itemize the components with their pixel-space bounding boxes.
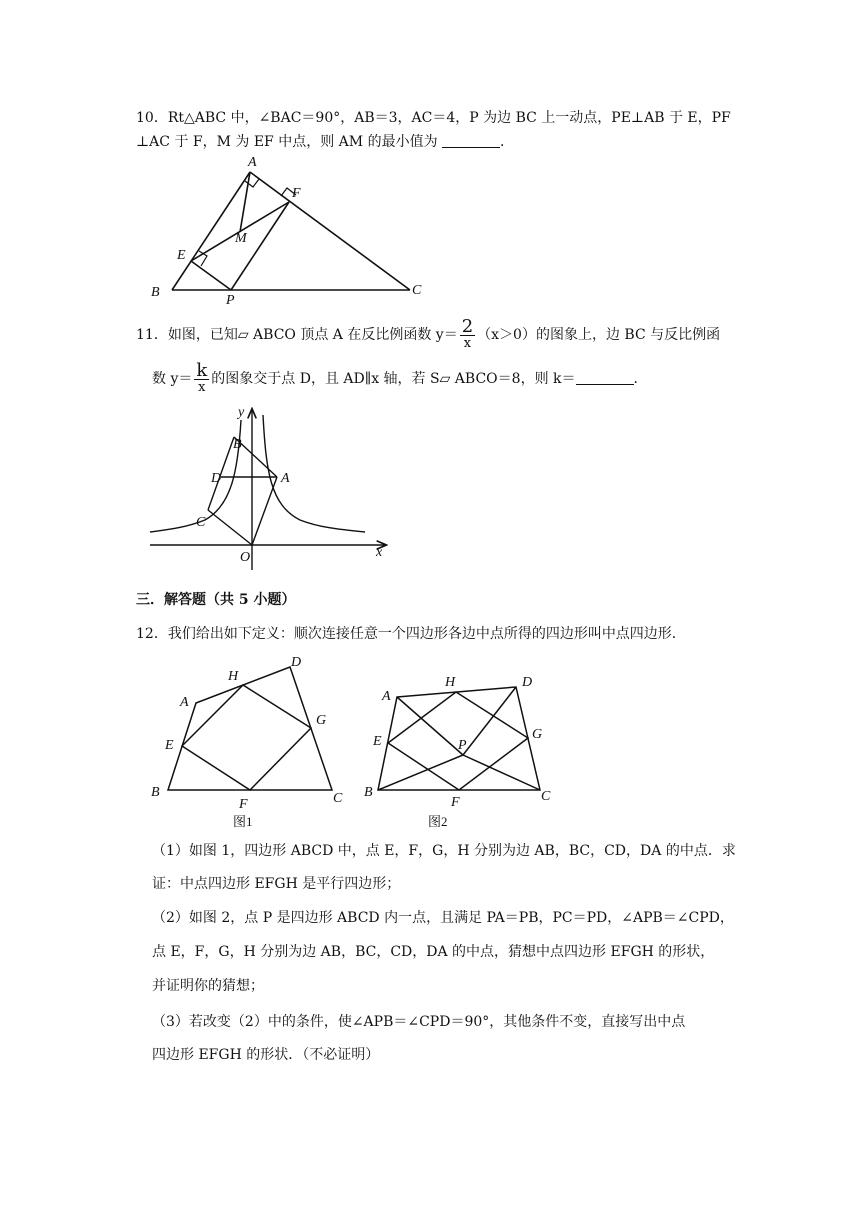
label-b: B <box>151 785 160 800</box>
frac2-den: x <box>198 379 206 395</box>
q11-line2b: 的图象交于点 D，且 AD∥x 轴，若 S▱ ABCO＝8，则 k＝ <box>211 371 576 387</box>
label-a: A <box>382 689 391 704</box>
label-c: C <box>333 791 343 806</box>
q12-part2-line2: 点 E，F，G，H 分别为边 AB，BC，CD，DA 的中点，猜想中点四边形 EFGH 的形状， <box>152 944 715 960</box>
frac1-num: 2 <box>461 315 474 337</box>
q11-line2a: 数 y＝ <box>152 371 193 387</box>
label-x: x <box>376 545 383 560</box>
label-c: C <box>412 283 422 298</box>
q10-line1: 10．Rt△ABC 中，∠BAC＝90°，AB＝3，AC＝4，P 为边 BC 上一动点，PE⊥AB 于 E，PF <box>136 110 731 126</box>
label-e: E <box>165 738 174 753</box>
label-g: G <box>316 713 327 728</box>
segment-pd <box>463 687 516 755</box>
section-heading: 三．解答题（共 5 小题） <box>136 592 296 608</box>
q12-part1-line2: 证：中点四边形 EFGH 是平行四边形； <box>152 876 401 892</box>
segment-pc <box>463 755 540 790</box>
label-c: C <box>196 515 206 530</box>
label-p: P <box>458 738 467 753</box>
q10-end: ． <box>500 134 515 150</box>
label-f: F <box>239 797 248 812</box>
label-f: F <box>451 795 460 810</box>
label-h: H <box>445 675 456 690</box>
q12-part2-line3: 并证明你的猜想； <box>152 978 264 994</box>
label-m: M <box>235 231 247 246</box>
q11-line1b: （x＞0）的图象上，边 BC 与反比例函 <box>477 327 721 343</box>
frac1-den: x <box>463 335 472 351</box>
label-c: C <box>541 789 551 804</box>
label-b: B <box>151 285 160 300</box>
label-b: B <box>364 785 373 800</box>
q12-part3-line1: （3）若改变（2）中的条件，使∠APB＝∠CPD＝90°，其他条件不变，直接写出中点 <box>152 1014 686 1030</box>
label-d: D <box>522 675 533 690</box>
frac2-num: k <box>196 359 208 381</box>
label-e: E <box>373 734 382 749</box>
q11-end: ． <box>633 371 648 387</box>
label-g: G <box>532 727 543 742</box>
label-y: y <box>238 405 245 420</box>
figure2-caption: 图2 <box>428 814 448 829</box>
q12-intro: 12．我们给出如下定义：顺次连接任意一个四边形各边中点所得的四边形叫中点四边形． <box>136 626 686 642</box>
segment-pa <box>397 697 463 755</box>
figure1-caption: 图1 <box>233 814 253 829</box>
label-d: D <box>211 471 222 486</box>
q11-line1a: 11．如图，已知▱ ABCO 顶点 A 在反比例函数 y＝ <box>136 327 458 343</box>
label-e: E <box>177 248 186 263</box>
q12-part1-line1: （1）如图 1，四边形 ABCD 中，点 E，F，G，H 分别为边 AB，BC，CD，DA 的中点．求 <box>152 843 736 859</box>
label-a: A <box>180 695 189 710</box>
label-p: P <box>226 293 235 308</box>
q10-line2-text: ⊥AC 于 F，M 为 EF 中点，则 AM 的最小值为 <box>136 134 438 150</box>
q12-part3-line2: 四边形 EFGH 的形状．（不必证明） <box>152 1047 380 1063</box>
label-h: H <box>228 669 239 684</box>
q12-part2-line1: （2）如图 2，点 P 是四边形 ABCD 内一点，且满足 PA＝PB，PC＝PD，∠APB＝∠CPD， <box>152 910 734 926</box>
label-a: A <box>248 155 257 170</box>
label-a: A <box>281 471 290 486</box>
label-o: O <box>240 550 251 565</box>
label-f: F <box>292 186 301 201</box>
label-b: B <box>233 437 242 452</box>
label-d: D <box>291 655 302 670</box>
